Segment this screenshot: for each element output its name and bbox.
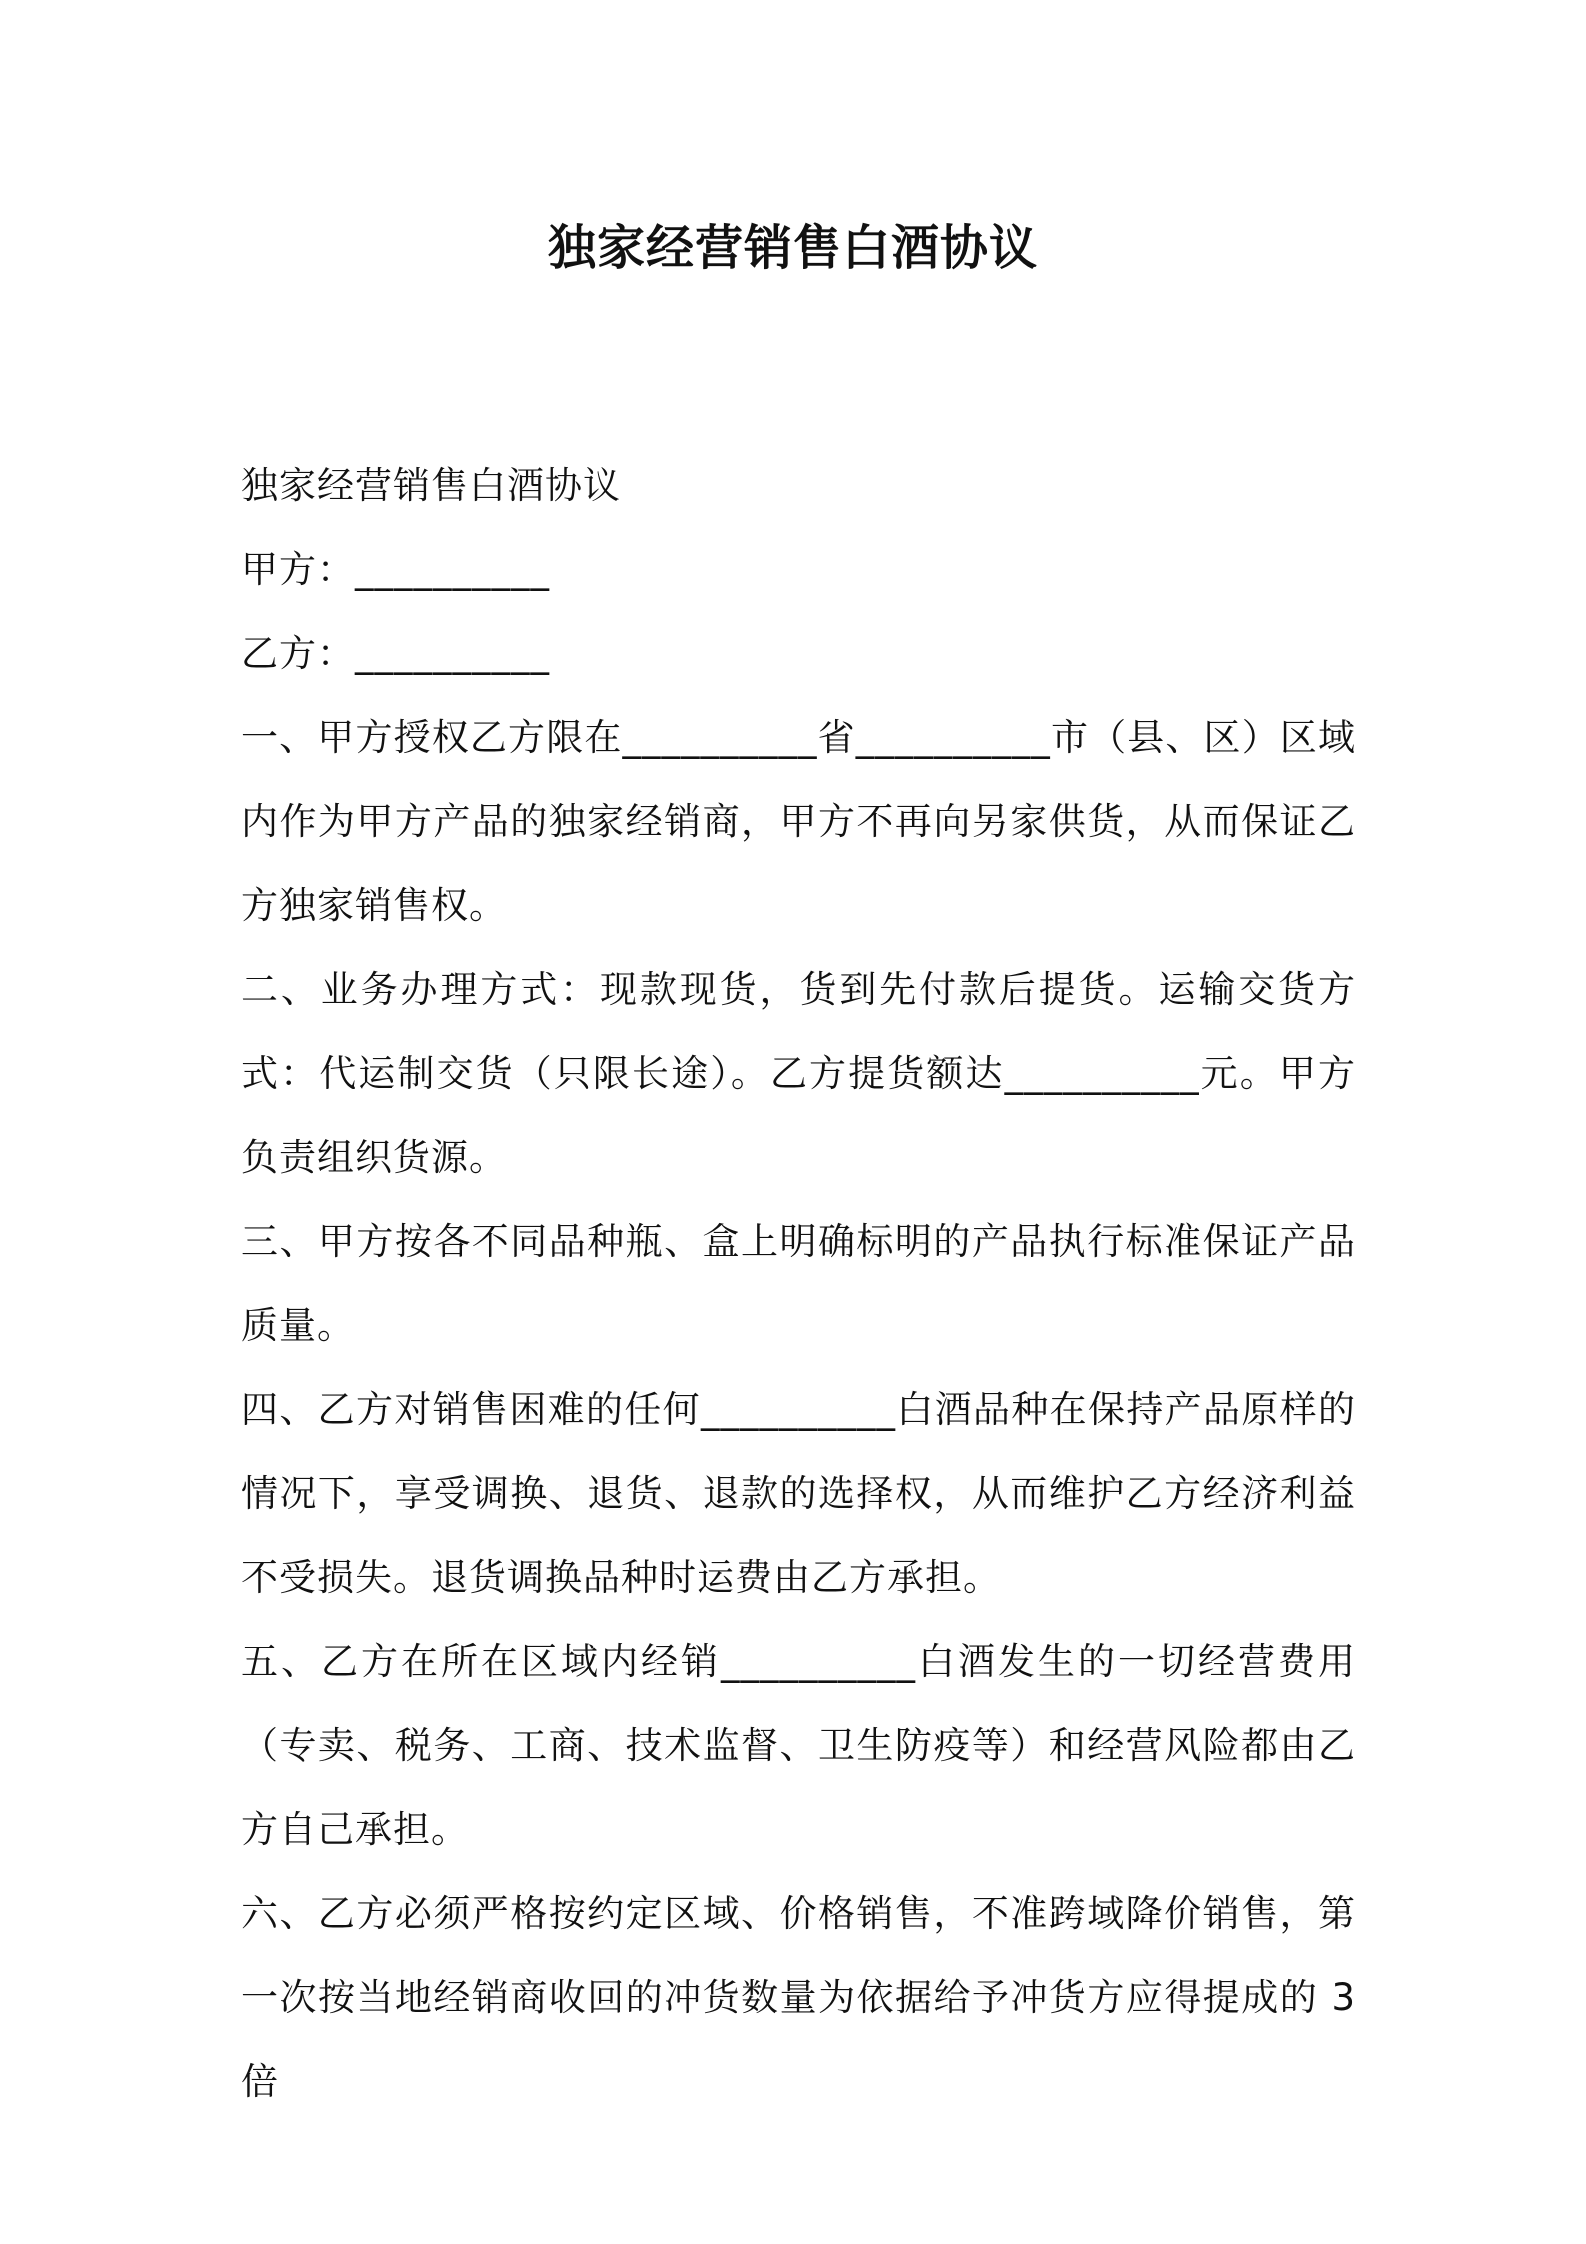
subtitle-paragraph: 独家经营销售白酒协议 <box>241 464 621 507</box>
party-a-line: 甲方：__________ <box>241 548 550 591</box>
clause-6: 六、乙方必须严格按约定区域、价格销售，不准跨域降价销售，第一次按当地经销商收回的冲货数量为依据给予冲货方应得提成的 3 倍 <box>241 1892 1356 2103</box>
clause-4: 四、乙方对销售困难的任何__________白酒品种在保持产品原样的情况下，享受调换、退货、退款的选择权，从而维护乙方经济利益不受损失。退货调换品种时运费由乙方承担。 <box>241 1388 1356 1599</box>
clause-1: 一、甲方授权乙方限在__________省__________市（县、区）区域内作为甲方产品的独家经销商，甲方不再向另家供货，从而保证乙方独家销售权。 <box>241 716 1356 927</box>
document-body <box>241 444 1356 2124</box>
clause-2: 二、业务办理方式：现款现货，货到先付款后提货。运输交货方式：代运制交货（只限长途）。乙方提货额达__________元。甲方负责组织货源。 <box>241 968 1356 1179</box>
clause-3: 三、甲方按各不同品种瓶、盒上明确标明的产品执行标准保证产品质量。 <box>241 1220 1356 1347</box>
document-title: 独家经营销售白酒协议 <box>547 220 1038 276</box>
party-b-line: 乙方：__________ <box>241 632 550 675</box>
clause-5: 五、乙方在所在区域内经销__________白酒发生的一切经营费用（专卖、税务、工商、技术监督、卫生防疫等）和经营风险都由乙方自己承担。 <box>241 1640 1356 1851</box>
